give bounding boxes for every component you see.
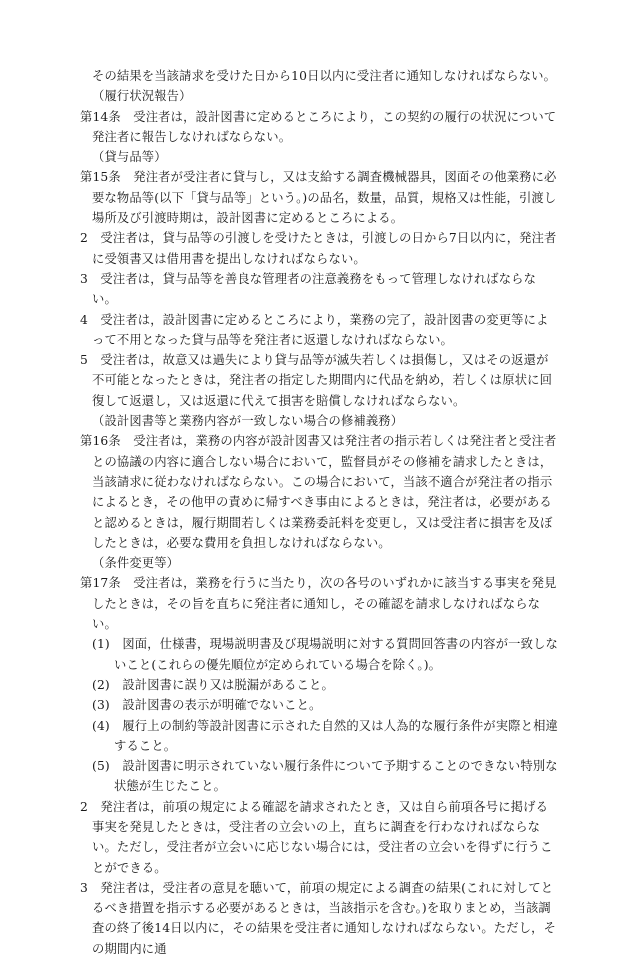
- article-17-paragraph-3: 3 発注者は，受注者の意見を聴いて，前項の規定による調査の結果(これに対してとるべき措置を指示する必要があるときは，当該指示を含む。)を取りまとめ，当該調査の終了後14日以内に，その結果を受注者に通知しなければならない。ただし，その期間内に通: [80, 880, 557, 956]
- article-15-paragraph-4: 4 受注者は，設計図書に定めるところにより，業務の完了，設計図書の変更等によって不用となった貸与品等を発注者に返還しなければならない。: [80, 312, 549, 347]
- section-heading-loaned-items: （貸与品等）: [92, 150, 167, 165]
- article-15: 第15条 発注者が受注者に貸与し，又は支給する調査機械器具，図面その他業務に必要な物品等(以下「貸与品等」という。)の品名，数量，品質，規格又は性能，引渡し場所及び引渡時期は，設計図書に定めるところによる。: [80, 170, 557, 226]
- article-16: 第16条 受注者は，業務の内容が設計図書又は発注者の指示若しくは発注者と受注者との協議の内容に適合しない場合において，監督員がその修補を請求したときは，当該請求に従わなければならない。この場合において，当該不適合が発注者の指示によるとき，その他甲の責めに帰すべき事由によるときは，発注者は，必要があると認めるときは，履行期間若しくは業務委託料を変更し，又は受注者に損害を及ぼしたときは，必要な費用を負担しなければならない。: [80, 434, 557, 550]
- article-15-paragraph-5: 5 受注者は，故意又は過失により貸与品等が滅失若しくは損傷し，又はその返還が不可能となったときは，発注者の指定した期間内に代品を納め，若しくは原状に回復して返還し，又は返還に代えて損害を賠償しなければならない。: [80, 353, 553, 408]
- document-body: [80, 66, 560, 959]
- section-heading-condition-changes: （条件変更等）: [92, 556, 180, 571]
- article-17-item-4: (4) 履行上の制約等設計図書に示された自然的又は人為的な履行条件が実際と相違すること。: [92, 718, 558, 753]
- article-15-paragraph-3: 3 受注者は，貸与品等を善良な管理者の注意義務をもって管理しなければならない。: [80, 271, 537, 307]
- article-17-item-2: (2) 設計図書に誤り又は脱漏があること。: [92, 677, 334, 692]
- article-17-item-5: (5) 設計図書に明示されていない履行条件について予期することのできない特別な状態が生じたこと。: [92, 759, 558, 794]
- article-15-paragraph-2: 2 受注者は，貸与品等の引渡しを受けたときは，引渡しの日から7日以内に，発注者に受領書又は借用書を提出しなければならない。: [80, 231, 557, 266]
- article-17-item-1: (1) 図面，仕様書，現場説明書及び現場説明に対する質問回答書の内容が一致しないこと(これらの優先順位が定められている場合を除く。)。: [92, 637, 558, 672]
- article-17-paragraph-2: 2 発注者は，前項の規定による確認を請求されたとき，又は自ら前項各号に掲げる事実を発見したときは，受注者の立会いの上，直ちに調査を行わなければならない。ただし，受注者が立会いに応じない場合には，受注者の立会いを得ずに行うことができる。: [80, 799, 553, 875]
- article-17-item-3: (3) 設計図書の表示が明確でないこと。: [92, 698, 322, 713]
- section-heading-repair-obligation: （設計図書等と業務内容が一致しない場合の修補義務）: [92, 414, 404, 429]
- article-14: 第14条 受注者は，設計図書に定めるところにより，この契約の履行の状況について発注者に報告しなければならない。: [80, 109, 557, 144]
- section-heading-performance-report: （履行状況報告）: [92, 89, 192, 104]
- article-17: 第17条 受注者は，業務を行うに当たり，次の各号のいずれかに該当する事実を発見したときは，その旨を直ちに発注者に通知し，その確認を請求しなければならない。: [80, 576, 557, 632]
- paragraph-continuation: その結果を当該請求を受けた日から10日以内に受注者に通知しなければならない。: [92, 69, 557, 83]
